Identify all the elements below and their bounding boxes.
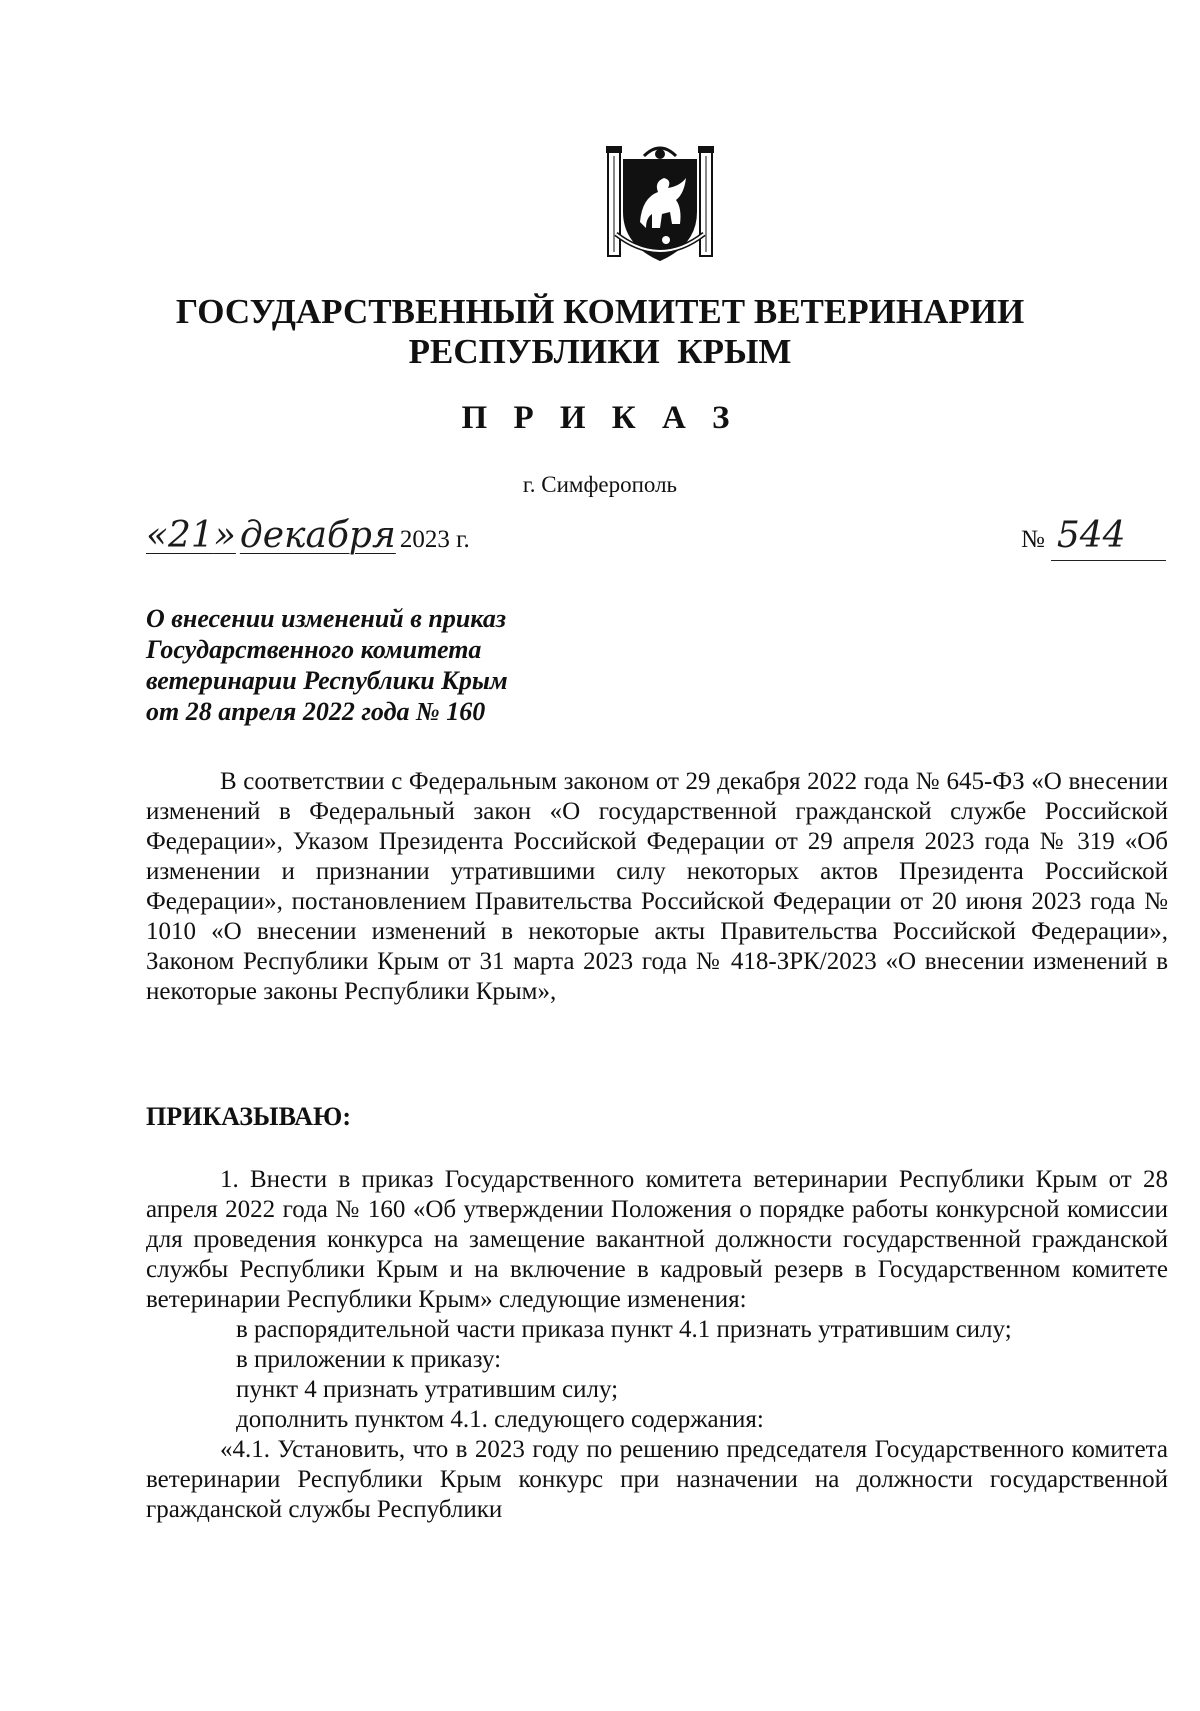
date-year: 2023 г. [399, 526, 470, 553]
preamble-paragraph: В соответствии с Федеральным законом от 29 декабря 2022 года № 645-ФЗ «О внесении изменений в Федеральный закон «О государственной гражданской службе Российской Федерации», Указом Президента Российской Федерации от 29 апреля 2023 года № 319 «Об изменении и признании утратившими силу некоторых актов Президента Российской Федерации», постановлением Правительства Российской Федерации от 20 июня 2023 года № 1010 «О внесении изменений в некоторые акты Правительства Российской Федерации», Законом Республики Крым от 31 марта 2023 года № 418-ЗРК/2023 «О внесении изменений в некоторые законы Республики Крым», [146, 768, 1168, 1005]
subject-line-1: О внесении изменений в приказ [146, 604, 506, 633]
amendment-line-2: в приложении к приказу: [236, 1346, 502, 1373]
document-subject [146, 603, 586, 727]
number-underline [1051, 560, 1166, 561]
document-date [146, 515, 470, 565]
point-4-1-paragraph: «4.1. Установить, что в 2023 году по решению председателя Государственного комитета ветеринарии Республики Крым конкурс при назначении на должности государственной гражданской службы Республики [146, 1436, 1168, 1523]
amendment-line-3: пункт 4 признать утратившим силу; [236, 1376, 619, 1403]
subject-line-3: ветеринарии Республики Крым [146, 666, 508, 695]
order-heading: ПРИКАЗЫВАЮ: [146, 1102, 351, 1131]
point-1-paragraph: 1. Внести в приказ Государственного комитета ветеринарии Республики Крым от 28 апреля 2022 года № 160 «Об утверждении Положения о порядке работы конкурсной комиссии для проведения конкурса на замещение вакантной должности государственной гражданской службы Республики Крым и на включение в кадровый резерв в Государственном комитете ветеринарии Республики Крым» следующие изменения: [146, 1166, 1168, 1313]
document-number [1021, 515, 1166, 565]
date-close-quote: » [213, 515, 236, 556]
number-value: 544 [1056, 515, 1126, 556]
document-type-title: П Р И К А З [461, 400, 739, 436]
order-points-section [146, 1165, 1168, 1525]
organization-title-line-2: РЕСПУБЛИКИ КРЫМ [408, 332, 792, 371]
amendment-line-1: в распорядительной части приказа пункт 4.1 признать утратившим силу; [236, 1316, 1012, 1343]
preamble-section [146, 767, 1168, 1007]
date-open-quote: « [146, 515, 169, 556]
organization-title-line-1: ГОСУДАРСТВЕННЫЙ КОМИТЕТ ВЕТЕРИНАРИИ [175, 292, 1025, 331]
date-month: декабря [239, 515, 396, 556]
number-sign: № [1021, 526, 1045, 553]
subject-line-4: от 28 апреля 2022 года № 160 [146, 697, 486, 726]
organization-title [0, 292, 1200, 372]
subject-line-2: Государственного комитета [146, 635, 482, 664]
amendment-line-4: дополнить пунктом 4.1. следующего содержания: [236, 1406, 764, 1433]
date-day: 21 [168, 515, 214, 556]
crimea-coat-of-arms-icon [606, 142, 714, 266]
city-label: г. Симферополь [522, 472, 678, 497]
